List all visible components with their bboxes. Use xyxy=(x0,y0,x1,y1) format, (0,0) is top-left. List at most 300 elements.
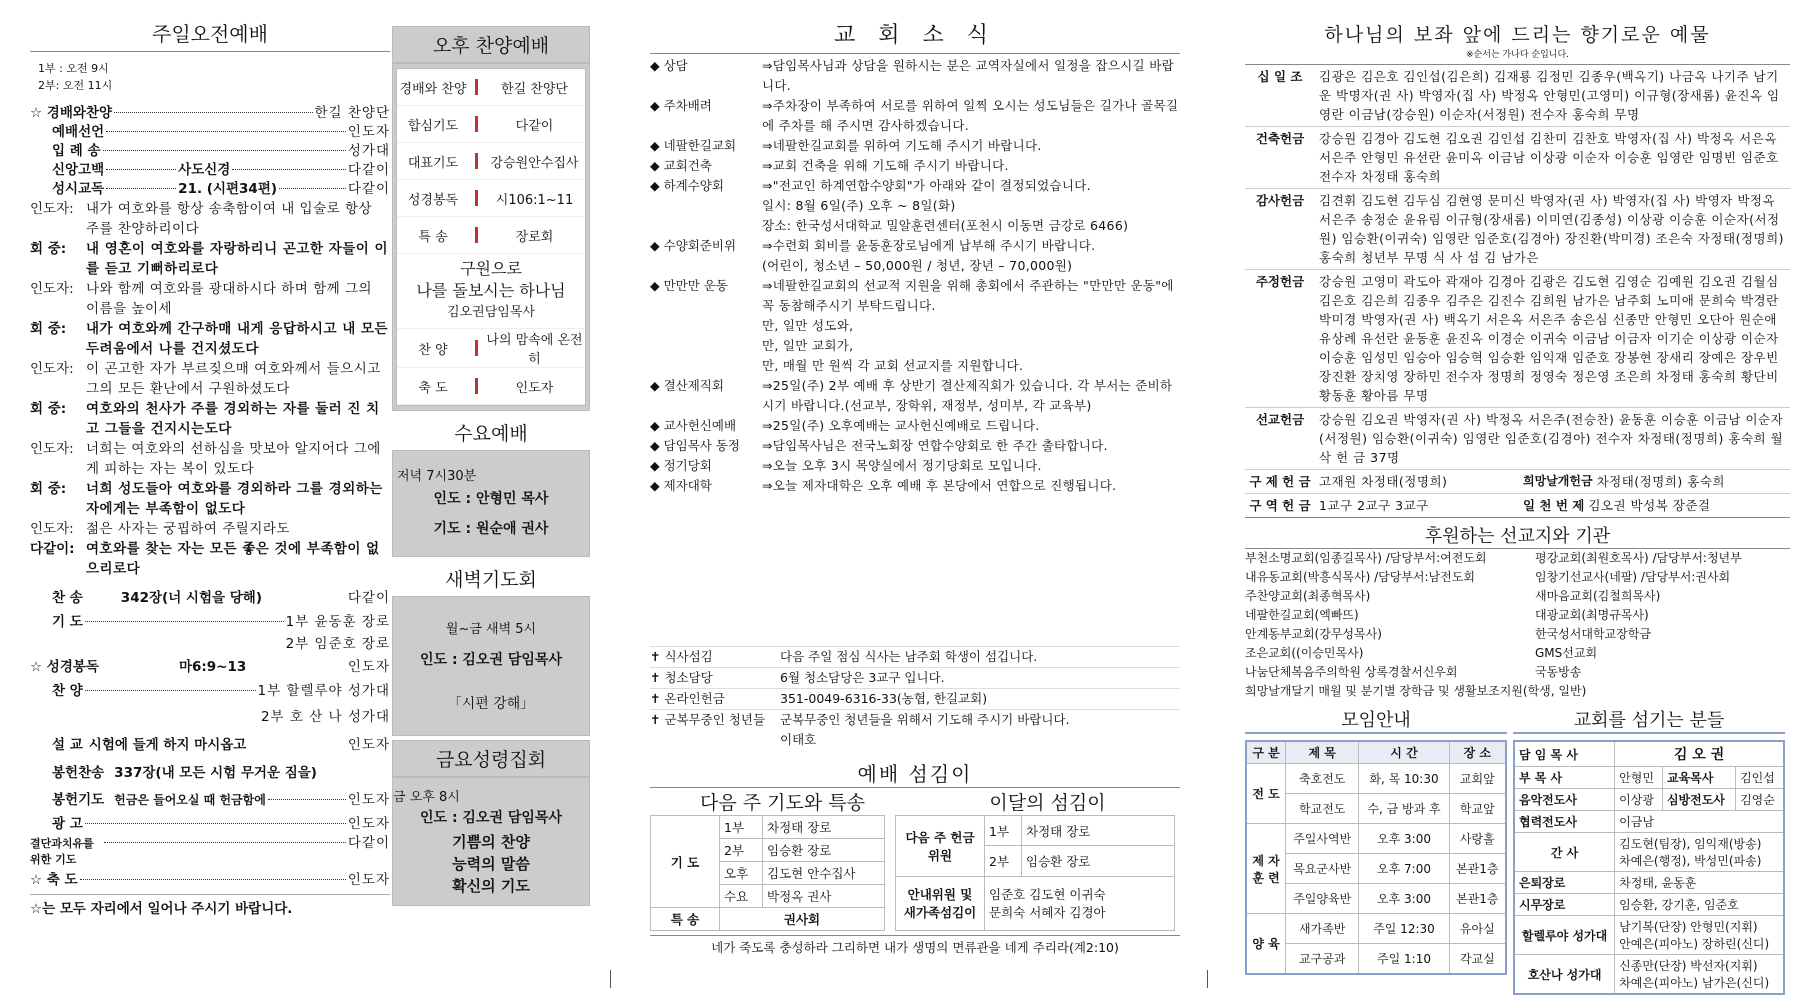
reading-speaker: 인도자: xyxy=(30,521,74,537)
meeting-cell: 오후 3:00 xyxy=(1359,884,1449,914)
decision-right: 다같이 xyxy=(347,835,390,851)
order-row xyxy=(30,161,390,180)
news-item xyxy=(650,376,1180,416)
ushers-1: 임준호 김도현 이귀숙 xyxy=(989,887,1106,903)
district-value: 1교구 2교구 3교구 xyxy=(1319,498,1429,513)
program-row xyxy=(397,368,585,405)
order-row xyxy=(30,142,390,161)
mission-item: 내유동교회(박흥식목사) /담당부서:남전도회 xyxy=(1245,570,1475,584)
meeting-cell: 교회앞 xyxy=(1449,764,1506,794)
offering-hymn: 337장(내 모든 시험 무거운 짐을) xyxy=(114,765,317,781)
reading-row xyxy=(30,199,390,239)
divider-bar xyxy=(475,227,478,243)
news-item xyxy=(650,136,1180,156)
reading-row xyxy=(30,319,390,359)
morning-title: 주일오전예배 xyxy=(30,18,390,52)
offerings-note: ※순서는 가나다 순입니다. xyxy=(1465,50,1570,60)
choir-right-2: 2부 호 산 나 성가대 xyxy=(260,709,390,725)
offering-prayer-label: 봉헌기도 xyxy=(52,792,105,808)
month-b: 임승환 장로 xyxy=(1022,846,1175,876)
footnote: ☆는 모두 자리에서 일어나 주시기 바랍니다. xyxy=(30,894,390,917)
mission-item: 한국성서대학교장학금 xyxy=(1535,627,1651,641)
meeting-cell: 각교실 xyxy=(1449,944,1506,975)
program-row xyxy=(397,329,585,368)
order-label: 입 례 송 xyxy=(52,143,101,159)
meeting-cell: 주일양육반 xyxy=(1286,884,1359,914)
serving-label: 시무장로 xyxy=(1514,894,1615,916)
hymn-label: 찬 송 xyxy=(52,590,83,606)
reading-text: 여호와의 천사가 주를 경외하는 자를 둘러 진 치고 그들을 건지시는도다 xyxy=(86,401,380,437)
news-item xyxy=(650,56,1180,96)
divider-bar xyxy=(475,153,478,169)
reading-text: 젊은 사자는 궁핍하여 주릴지라도 xyxy=(86,521,290,537)
servers-title: 교회를 섬기는 분들 xyxy=(1513,706,1785,734)
program-row xyxy=(397,69,585,106)
wednesday-time: 저녁 7시30분 xyxy=(397,469,477,484)
news-label: ◆ 네팔한길교회 xyxy=(650,138,737,153)
meeting-cell: 본관1층 xyxy=(1449,884,1506,914)
program-row xyxy=(397,106,585,143)
program-value: 시106:1~11 xyxy=(495,192,574,208)
hallelujah-names: 남기복(단장) 안형민(지휘) 안예은(피아노) 장하린(신디) xyxy=(1615,916,1784,955)
prayer-label: 기 도 xyxy=(52,614,83,630)
news-label: ◆ 수양회준비위 xyxy=(650,238,737,253)
meeting-row xyxy=(1246,824,1506,854)
reading-row xyxy=(30,399,390,439)
news-list-2 xyxy=(650,646,1180,750)
order-dots xyxy=(106,188,176,189)
order-right: 성가대 xyxy=(347,143,390,159)
senior-pastor-label: 담 임 목 사 xyxy=(1514,741,1615,767)
afternoon-title: 오후 찬양예배 xyxy=(392,26,590,63)
prayer-right-1: 1부 윤동훈 장로 xyxy=(285,614,390,630)
reading-text: 이 곤고한 자가 부르짖으매 여호와께서 들으시고 그의 모든 환난에서 구원하셨도다 xyxy=(86,361,381,397)
sermon-right: 인도자 xyxy=(347,737,390,753)
order-right: 한길 찬양단 xyxy=(314,105,390,121)
bottom-tables xyxy=(1245,706,1790,995)
prayer-right-2: 2부 임준호 장로 xyxy=(285,636,390,652)
program-label: 대표기도 xyxy=(407,155,459,171)
program-label: 축 도 xyxy=(418,380,448,396)
notice-item xyxy=(650,646,1180,667)
reading-speaker: 인도자: xyxy=(30,201,74,217)
staff-label: 부 목 사 xyxy=(1514,767,1615,789)
meeting-cell: 사랑홀 xyxy=(1449,824,1506,854)
program-value: 다같이 xyxy=(515,118,554,134)
offerings-list xyxy=(1245,64,1790,470)
month-table xyxy=(895,815,1175,931)
program-label: 특 송 xyxy=(418,229,448,245)
hope-label: 희망날개헌금 xyxy=(1523,474,1593,488)
mission-item: 국동방송 xyxy=(1535,665,1582,679)
program-label: 성경봉독 xyxy=(407,192,459,208)
mission-item: GMS선교회 xyxy=(1535,646,1598,660)
district-label: 구 역 헌 금 xyxy=(1249,498,1311,513)
meeting-row xyxy=(1246,794,1506,824)
news-label: ◆ 하계수양회 xyxy=(650,178,724,193)
news-text: ⇒25일(주) 오후예배는 교사헌신예배로 드립니다. xyxy=(762,418,1040,433)
missions-footer: 희망날개달기 매월 및 분기별 장학금 및 생활보조지원(학생, 일반) xyxy=(1245,684,1587,698)
duty-title: 예배 섬김이 xyxy=(857,762,973,786)
mission-item: 대광교회(최명규목사) xyxy=(1535,608,1649,622)
special-value: 권사회 xyxy=(720,908,885,931)
hallelujah-label: 할렐루야 성가대 xyxy=(1514,916,1615,955)
benediction-right: 인도자 xyxy=(347,872,390,888)
order-mid: 21. (시편34편) xyxy=(178,181,278,197)
scripture-ref: 마6:9~13 xyxy=(178,659,247,675)
news-label: ◆ 상담 xyxy=(650,58,688,73)
meeting-cell: 주일 12:30 xyxy=(1359,914,1449,944)
duty-k: 수요 xyxy=(720,885,763,908)
duty-v: 박정옥 권사 xyxy=(763,885,885,908)
bible-verse: 네가 죽도록 충성하라 그리하면 내가 생명의 면류관을 네게 주리라(계2:10) xyxy=(650,935,1180,956)
divider-bar xyxy=(475,378,478,394)
notice-label: ✝ 온라인헌금 xyxy=(650,691,725,706)
fold-line-1 xyxy=(610,970,611,988)
news-text: ⇒수련회 회비를 윤동훈장로님에게 납부해 주시기 바랍니다. (어린이, 청소년 – 50,000원 / 청년, 장년 – 70,000원) xyxy=(762,238,1096,273)
retired-names: 차정태, 윤동훈 xyxy=(1615,872,1784,894)
missions-list xyxy=(1245,549,1790,682)
divider-bar xyxy=(475,79,478,95)
order-dots xyxy=(279,188,346,189)
staff-name: 이상광 xyxy=(1615,789,1663,811)
program-row xyxy=(397,143,585,180)
afternoon-sermon-pastor: 김오권담임목사 xyxy=(447,305,535,320)
meeting-cell: 새가족반 xyxy=(1286,914,1359,944)
weekday-services xyxy=(392,26,590,906)
news-label: ◆ 만만만 운동 xyxy=(650,278,728,293)
friday-time: 금 오후 8시 xyxy=(393,790,460,805)
reading-speaker: 인도자: xyxy=(30,281,74,297)
order-label: 예배선언 xyxy=(52,124,105,140)
duty-k: 2부 xyxy=(720,839,763,862)
news-list xyxy=(650,56,1180,496)
relief-label: 구 제 헌 금 xyxy=(1249,474,1311,489)
meeting-category: 양 육 xyxy=(1246,914,1286,975)
divider-bar xyxy=(475,116,478,132)
meeting-cell: 수, 금 방과 후 xyxy=(1359,794,1449,824)
meeting-cell: 학교앞 xyxy=(1449,794,1506,824)
notice-text: 351-0049-6316-33(농협, 한길교회) xyxy=(780,691,988,706)
relief-value: 고재원 차정태(정명희) xyxy=(1319,474,1448,489)
announce-label: 광 고 xyxy=(52,816,83,832)
servers-table xyxy=(1513,740,1785,995)
meeting-cell: 축호전도 xyxy=(1286,764,1359,794)
reading-speaker: 회 중: xyxy=(30,241,67,257)
program-label: 합심기도 xyxy=(407,118,459,134)
dawn-time: 월~금 새벽 5시 xyxy=(445,622,537,637)
news-title: 교 회 소 식 xyxy=(650,18,1180,54)
service-time-2: 2부: 오전 11시 xyxy=(38,79,113,92)
offering-label: 주정헌금 xyxy=(1255,274,1305,289)
news-item xyxy=(650,96,1180,136)
secretary-names: 김도현(팀장), 임익재(방송) 차예은(행정), 박성민(파송) xyxy=(1615,833,1784,872)
offering-names: 강승원 김경아 김도현 김오권 김인섭 김찬미 김찬호 박영자(집 사) 박정옥 서은옥 서은주 안형민 유선란 윤미옥 이금남 이상광 이순자 이승훈 임영란 임명빈 임준호 전수자 차정태 홍숙희 xyxy=(1319,131,1779,184)
order-dots xyxy=(114,112,312,113)
wednesday-leader: 인도 : 안형민 목사 xyxy=(433,491,549,507)
program-value: 강승원안수집사 xyxy=(490,155,579,171)
wednesday-title: 수요예배 xyxy=(392,415,590,450)
reading-row xyxy=(30,479,390,519)
mission-item: 새마음교회(김철희목사) xyxy=(1535,589,1661,603)
duty-tables xyxy=(650,815,1180,931)
order-dots xyxy=(106,131,346,132)
afternoon-sermon-title: 구원으로 나를 돌보시는 하나님 xyxy=(416,259,566,300)
wednesday-prayer: 기도 : 원순애 권사 xyxy=(433,521,549,537)
friday-item-3: 확신의 기도 xyxy=(452,877,530,895)
news-text: ⇒교회 건축을 위해 기도해 주시기 바랍니다. xyxy=(762,158,1009,173)
friday-box xyxy=(392,777,590,906)
mission-item: 평강교회(최원호목사) /담당부서:청년부 xyxy=(1535,551,1742,565)
staff-name: 김인섭 xyxy=(1736,767,1784,789)
news-item xyxy=(650,276,1180,376)
meeting-cell: 주일 1:10 xyxy=(1359,944,1449,975)
order-row xyxy=(30,104,390,123)
reading-row xyxy=(30,519,390,539)
offering-row xyxy=(1245,65,1790,127)
program-value: 나의 맘속에 온전히 xyxy=(486,333,583,367)
offerings-title: 하나님의 보좌 앞에 드리는 향기로운 예물 xyxy=(1324,24,1711,46)
order-right: 다같이 xyxy=(347,162,390,178)
meeting-cell: 학교전도 xyxy=(1286,794,1359,824)
secretary-label: 간 사 xyxy=(1514,833,1615,872)
reading-row xyxy=(30,439,390,479)
month-b: 차정태 장로 xyxy=(1022,816,1175,846)
meeting-cell: 오후 7:00 xyxy=(1359,854,1449,884)
reading-speaker: 회 중: xyxy=(30,401,67,417)
duty-v: 임승환 장로 xyxy=(763,839,885,862)
notice-text: 군복무중인 청년들을 위해서 기도해 주시기 바랍니다. 이태호 xyxy=(780,712,1070,747)
meeting-row xyxy=(1246,914,1506,944)
program-label: 찬 양 xyxy=(418,342,448,358)
reading-text: 너희는 여호와의 선하심을 맛보아 알지어다 그에게 피하는 자는 복이 있도다 xyxy=(86,441,381,477)
offering-note: 헌금은 들어오실 때 헌금함에 xyxy=(114,793,266,807)
staff-label: 교육목사 xyxy=(1662,767,1735,789)
news-item xyxy=(650,436,1180,456)
hosanna-label: 호산나 성가대 xyxy=(1514,955,1615,995)
news-item xyxy=(650,416,1180,436)
once-value: 김오권 박성복 장준걸 xyxy=(1588,498,1711,513)
choir-right-1: 1부 할렐루야 성가대 xyxy=(257,683,390,699)
offering-label: 십 일 조 xyxy=(1257,69,1303,84)
notice-text: 다음 주일 점심 식사는 남주회 학생이 섬깁니다. xyxy=(780,649,1038,664)
meetings-header: 시 간 xyxy=(1359,741,1449,764)
offering-row xyxy=(1245,408,1790,470)
news-text: ⇒"전교인 하계연합수양회"가 아래와 같이 결정되었습니다. 일시: 8월 6일(주) 오후 ~ 8일(화) 장소: 한국성서대학교 밀알훈련센터(포천시 이동면 금강로 6466) xyxy=(762,178,1129,233)
duty-v: 김도현 안수집사 xyxy=(763,862,885,885)
senior-pastor-name: 김 오 권 xyxy=(1615,741,1784,767)
meeting-cell: 화, 목 10:30 xyxy=(1359,764,1449,794)
offering-row xyxy=(1245,270,1790,408)
notice-item xyxy=(650,688,1180,709)
relief-row xyxy=(1245,470,1790,494)
meeting-cell: 유아실 xyxy=(1449,914,1506,944)
offering-label: 선교헌금 xyxy=(1255,412,1305,427)
next-week-table xyxy=(650,815,885,931)
reading-text: 내 영혼이 여호와를 자랑하리니 곤고한 자들이 이를 듣고 기뻐하리로다 xyxy=(86,241,389,277)
news-text: ⇒주차장이 부족하여 서로를 위하여 일찍 오시는 성도님들은 길가나 골목길에 주차를 해 주시면 감사하겠습니다. xyxy=(762,98,1179,133)
news-item xyxy=(650,156,1180,176)
news-label: ◆ 제자대학 xyxy=(650,478,712,493)
staff-label: 음악전도사 xyxy=(1514,789,1615,811)
reading-speaker: 인도자: xyxy=(30,361,74,377)
order-label: 성시교독 xyxy=(52,181,105,197)
dawn-leader: 인도 : 김오권 담임목사 xyxy=(420,652,562,668)
mission-item: 안계동부교회(강무성목사) xyxy=(1245,627,1382,641)
choir-label: 찬 양 xyxy=(52,683,83,699)
program-value: 장로회 xyxy=(515,229,554,245)
meeting-cell: 주일사역반 xyxy=(1286,824,1359,854)
fold-line-2 xyxy=(1207,970,1208,988)
church-news xyxy=(650,18,1180,956)
reading-row xyxy=(30,539,390,579)
mission-item: 네팔한길교회(엑빠뜨) xyxy=(1245,608,1359,622)
order-row xyxy=(30,180,390,199)
order-row xyxy=(30,123,390,142)
serving-names: 임승환, 강기훈, 임준호 xyxy=(1615,894,1784,916)
special-cat: 특 송 xyxy=(651,908,720,931)
hymn-number: 342장(너 시험을 당해) xyxy=(120,590,263,606)
offering-names: 강승원 김오권 박영자(권 사) 박정옥 서은주(전승찬) 윤동훈 이승훈 이금남 이순자(서정원) 임승환(이귀숙) 임영란 임준호(김경아) 전수자 차정태(정명희) 홍숙희 월 삭 헌 금 37명 xyxy=(1319,412,1784,465)
offerings-section xyxy=(1245,20,1790,995)
news-label: ◆ 교회건축 xyxy=(650,158,712,173)
news-item xyxy=(650,236,1180,276)
news-label: ◆ 결산제직회 xyxy=(650,378,724,393)
reading-speaker: 인도자: xyxy=(30,441,74,457)
friday-leader: 인도 : 김오권 담임목사 xyxy=(420,810,562,826)
order-right: 다같이 xyxy=(347,181,390,197)
order-dots xyxy=(232,169,346,170)
sermon-title: 시험에 들게 하지 마시옵고 xyxy=(88,737,247,753)
responsive-reading xyxy=(30,199,390,579)
news-text: ⇒네팔한길교회를 위하여 기도해 주시기 바랍니다. xyxy=(762,138,1042,153)
divider-bar xyxy=(475,340,478,356)
reading-speaker: 회 중: xyxy=(30,481,67,497)
reading-text: 내가 여호와를 항상 송축함이여 내 입술로 항상 주를 찬양하리이다 xyxy=(86,201,373,237)
offering-row xyxy=(1245,189,1790,270)
notice-label: ✝ 군복무중인 청년들 xyxy=(650,712,766,727)
reading-text: 나와 함께 여호와를 광대하시다 하며 함께 그의 이름을 높이세 xyxy=(86,281,373,317)
scripture-label: ☆ 성경봉독 xyxy=(30,659,99,675)
benediction-label: ☆ 축 도 xyxy=(30,872,78,888)
dawn-box xyxy=(392,596,590,736)
announce-right: 인도자 xyxy=(347,816,390,832)
friday-title: 금요성령집회 xyxy=(392,740,590,777)
sermon-label: 설 교 xyxy=(52,737,83,753)
meeting-category: 전 도 xyxy=(1246,764,1286,824)
meetings-header: 제 목 xyxy=(1286,741,1359,764)
program-label: 경배와 찬양 xyxy=(399,81,467,97)
offering-names: 강승원 고영미 곽도아 곽재아 김경아 김광은 김도현 김영순 김예원 김오권 김월심 김은호 김은희 김종우 김주은 김진수 김희원 남가은 남주회 노미애 문희숙 박경란 박미경 박영자(권 사) 백옥기 서은옥 서은주 송은심 신종만 안형민 오단아 원순애 유상례 유선란 윤동훈 윤진옥 이경순 이귀숙 이금남 이금자 이기순 이상광 이순자 이승훈 임성민 임승아 임승혁 임승환 임익재 임준호 장봉현 장새리 장예은 장우빈 장진환 장치영 장하민 전수자 정명희 정영숙 정은영 조은희 차정태 홍숙희 황단비 황동훈 황아름 무명 xyxy=(1319,274,1779,403)
news-item xyxy=(650,176,1180,236)
meeting-category: 제 자 훈 련 xyxy=(1246,824,1286,914)
offering-committee: 다음 주 헌금위원 xyxy=(896,816,985,877)
divider-bar xyxy=(475,190,478,206)
hosanna-names: 신종만(단장) 박선자(지휘) 차예은(피아노) 남가은(신디) xyxy=(1615,955,1784,995)
district-row xyxy=(1245,494,1790,518)
order-label: ☆ 경배와찬양 xyxy=(30,105,113,121)
service-time-1: 1부 : 오전 9시 xyxy=(38,62,109,75)
reading-speaker: 회 중: xyxy=(30,321,67,337)
program-row xyxy=(397,180,585,217)
meeting-cell: 오후 3:00 xyxy=(1359,824,1449,854)
dawn-series: 「시편 강해」 xyxy=(447,696,535,712)
staff-name: 이금남 xyxy=(1615,811,1784,833)
month-a: 1부 xyxy=(985,816,1022,846)
meeting-cell: 교구공과 xyxy=(1286,944,1359,975)
reading-speaker: 다같이: xyxy=(30,541,75,557)
once-label: 일 천 번 제 xyxy=(1523,498,1585,513)
order-dots xyxy=(106,169,176,170)
program-value: 한길 찬양단 xyxy=(501,81,568,97)
meeting-cell: 본관1층 xyxy=(1449,854,1506,884)
meeting-row xyxy=(1246,764,1506,794)
offering-row xyxy=(1245,127,1790,189)
notice-item xyxy=(650,709,1180,750)
ushers-2: 문희숙 서혜자 김경아 xyxy=(989,905,1106,921)
news-label: ◆ 담임목사 동정 xyxy=(650,438,741,453)
order-list xyxy=(30,104,390,199)
order-right: 인도자 xyxy=(347,124,390,140)
month-a: 2부 xyxy=(985,846,1022,876)
news-label: ◆ 정기당회 xyxy=(650,458,712,473)
offering-names: 김견휘 김도현 김두심 김현영 문미신 박영자(권 사) 박영자(집 사) 박영자 박정옥 서은주 송정순 윤유림 이규형(장새롬) 이미연(김종성) 이상광 이승훈 이순자(서정원) 임승환(이귀숙) 임영란 임준호(김경아) 장진환(박미경) 조은숙 자정태(정명희) 홍숙희 청년부 무명 식 사 섬 김 남가은 xyxy=(1319,193,1785,265)
mission-item: 조은교회((이승민목사) xyxy=(1245,646,1364,660)
reading-row xyxy=(30,239,390,279)
offering-names: 김광은 김은호 김인섭(김은희) 김재룡 김정민 김종우(백옥기) 나금옥 나기주 남기운 박명자(권 사) 박영자(집 사) 박정옥 안형민(고영미) 이규형(장새롬) 윤진옥 임영란 이금남(강승원) 이순자(서정원) 전수자 홍숙희 무명 xyxy=(1319,69,1780,122)
duty-v: 차정태 장로 xyxy=(763,816,885,839)
notice-label: ✝ 식사섬김 xyxy=(650,649,713,664)
order-label: 신앙고백 xyxy=(52,162,105,178)
staff-label: 심방전도사 xyxy=(1662,789,1735,811)
ushers-label: 안내위원 및 새가족섬김이 xyxy=(896,876,985,930)
news-text: ⇒오늘 오후 3시 목양실에서 정기당회로 모입니다. xyxy=(762,458,1042,473)
reading-text: 너희 성도들아 여호와를 경외하라 그를 경외하는 자에게는 부족함이 없도다 xyxy=(86,481,383,517)
news-text: ⇒네팔한길교회의 선교적 지원을 위해 총회에서 주관하는 "만만만 운동"에 꼭 동참해주시기 부탁드립니다. 만, 일만 성도와, 만, 일만 교회가, 만, 매월 만 원씩 각 교회 선교지를 지원합니다. xyxy=(762,278,1174,373)
mission-item: 주찬양교회(최종혁목사) xyxy=(1245,589,1371,603)
retired-label: 은퇴장로 xyxy=(1514,872,1615,894)
duty-headers xyxy=(650,787,1180,815)
news-text: ⇒담임목사님은 전국노회장 연합수양회로 한 주간 출타합니다. xyxy=(762,438,1108,453)
mission-item: 부천소명교회(임종길목사) /담당부서:여전도회 xyxy=(1245,551,1487,565)
meetings-title: 모임안내 xyxy=(1245,706,1507,734)
staff-label: 협력전도사 xyxy=(1514,811,1615,833)
afternoon-box xyxy=(392,63,590,411)
notice-text: 6월 청소담당은 3교구 입니다. xyxy=(780,670,945,685)
news-label: ◆ 주차배려 xyxy=(650,98,712,113)
notice-label: ✝ 청소담당 xyxy=(650,670,713,685)
order-mid: 사도신경 xyxy=(178,162,231,178)
scripture-right: 인도자 xyxy=(347,659,390,675)
reading-row xyxy=(30,279,390,319)
month-title: 이달의 섬김이 xyxy=(989,792,1106,814)
news-label: ◆ 교사헌신예배 xyxy=(650,418,737,433)
staff-name: 김영순 xyxy=(1736,789,1784,811)
reading-row xyxy=(30,359,390,399)
reading-text: 내가 여호와께 간구하매 내게 응답하시고 내 모든 두려움에서 나를 건지셨도다 xyxy=(86,321,389,357)
dawn-title: 새벽기도회 xyxy=(392,561,590,596)
friday-item-2: 능력의 말씀 xyxy=(452,855,530,873)
meeting-row xyxy=(1246,884,1506,914)
meetings-table xyxy=(1245,740,1507,975)
offering-label: 감사헌금 xyxy=(1255,193,1305,208)
order-dots xyxy=(103,150,346,151)
duty-k: 1부 xyxy=(720,816,763,839)
meeting-row xyxy=(1246,944,1506,975)
offering-label: 건축헌금 xyxy=(1255,131,1305,146)
hope-value: 차정태(정명희) 홍숙희 xyxy=(1596,474,1725,489)
staff-name: 안형민 xyxy=(1615,767,1663,789)
